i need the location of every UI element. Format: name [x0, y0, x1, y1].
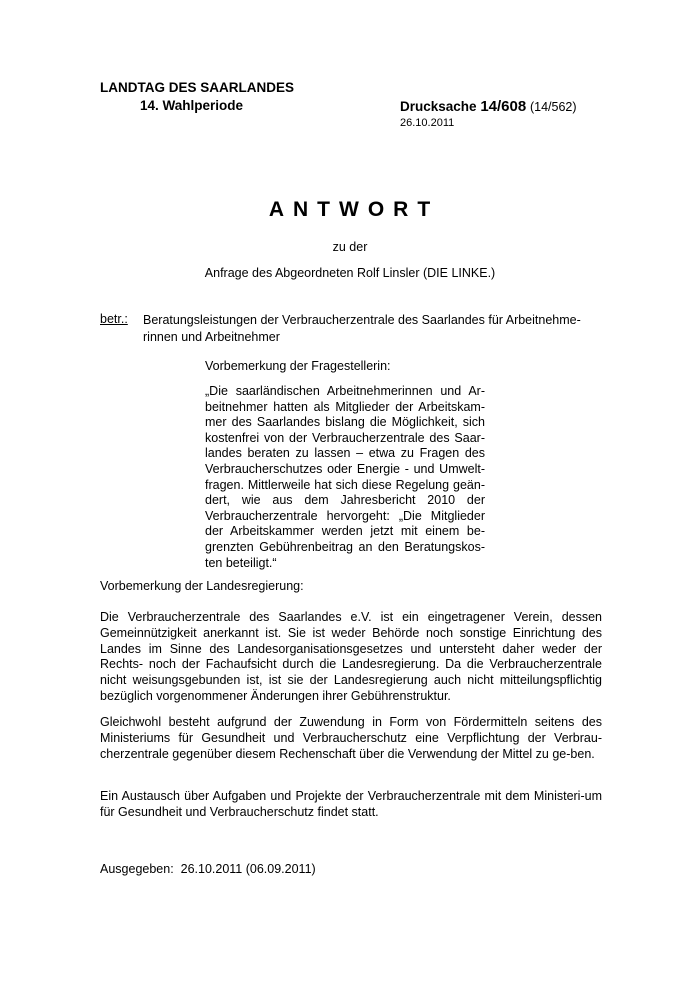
drucksache-number: 14/608	[480, 98, 527, 115]
paragraph: Ein Austausch über Aufgaben und Projekte der Verbraucherzentrale mit dem Ministeri-um für Gesundheit und Verbraucherschutz findet statt.	[100, 789, 602, 819]
drucksache-ref: (14/562)	[529, 100, 577, 114]
anfrage-line: Anfrage des Abgeordneten Rolf Linsler (DIE LINKE.)	[204, 266, 496, 280]
paragraph: Gleichwohl besteht aufgrund der Zuwendung in Form von Fördermitteln seitens des Ministeriums für Gesundheit und Verbraucherschutz eine Verpflichtung der Verbrau-cherzentrale gegenüber diesem Rechenschaft über die Verwendung der Mittel zu ge-ben.	[100, 715, 602, 761]
drucksache-label: Drucksache	[400, 99, 477, 114]
page-title: ANTWORT	[268, 198, 440, 221]
drucksache-line	[400, 98, 577, 115]
vorbemerkung-landesregierung-heading: Vorbemerkung der Landesregierung:	[100, 579, 304, 593]
vorbemerkung-fragestellerin-heading: Vorbemerkung der Fragestellerin:	[205, 359, 391, 373]
parliament-name: LANDTAG DES SAARLANDES	[100, 80, 295, 95]
betreff-text: Beratungsleistungen der Verbraucherzentrale des Saarlandes für Arbeitnehme-rinnen und Arbeitnehmer	[143, 313, 581, 344]
paragraph: Die Verbraucherzentrale des Saarlandes e.V. ist ein eingetragener Verein, dessen Gemeinnützigkeit anerkannt ist. Sie ist weder Behörde noch sonstige Einrichtung des Landes im Sinne des Landesorganisationsgesetzes und untersteht daher weder der Rechts- noch der Fachaufsicht durch die Landesregierung. Da die Verbraucherzentrale nicht weisungsgebunden ist, ist sie der Landesregierung auch nicht mitteilungspflichtig bezüglich vorgenommener Änderungen ihrer Gebührenstruktur.	[100, 610, 602, 703]
election-period: 14. Wahlperiode	[140, 98, 244, 113]
ausgegeben-line: Ausgegeben: 26.10.2011 (06.09.2011)	[100, 862, 316, 876]
document-date: 26.10.2011	[400, 117, 455, 129]
subtitle: zu der	[332, 240, 368, 254]
fragestellerin-quote: „Die saarländischen Arbeitnehmerinnen und Ar-beitnehmer hatten als Mitglieder der Arbeitskam-mer des Saarlandes bislang die Möglichkeit, sich kostenfrei von der Verbraucherzentrale des Saar-landes beraten zu lassen – etwa zu Fragen des Verbraucherschutzes oder Energie - und Umwelt-fragen. Mittlerweile hat sich diese Regelung geän-dert, wie aus dem Jahresbericht 2010 der Verbraucherzentrale hervorgeht: „Die Mitglieder der Arbeitskammer werden jetzt mit einem be-grenzten Gebührenbeitrag an den Beratungskos-ten beteiligt.“	[205, 384, 485, 570]
betreff-label: betr.:	[100, 312, 128, 326]
